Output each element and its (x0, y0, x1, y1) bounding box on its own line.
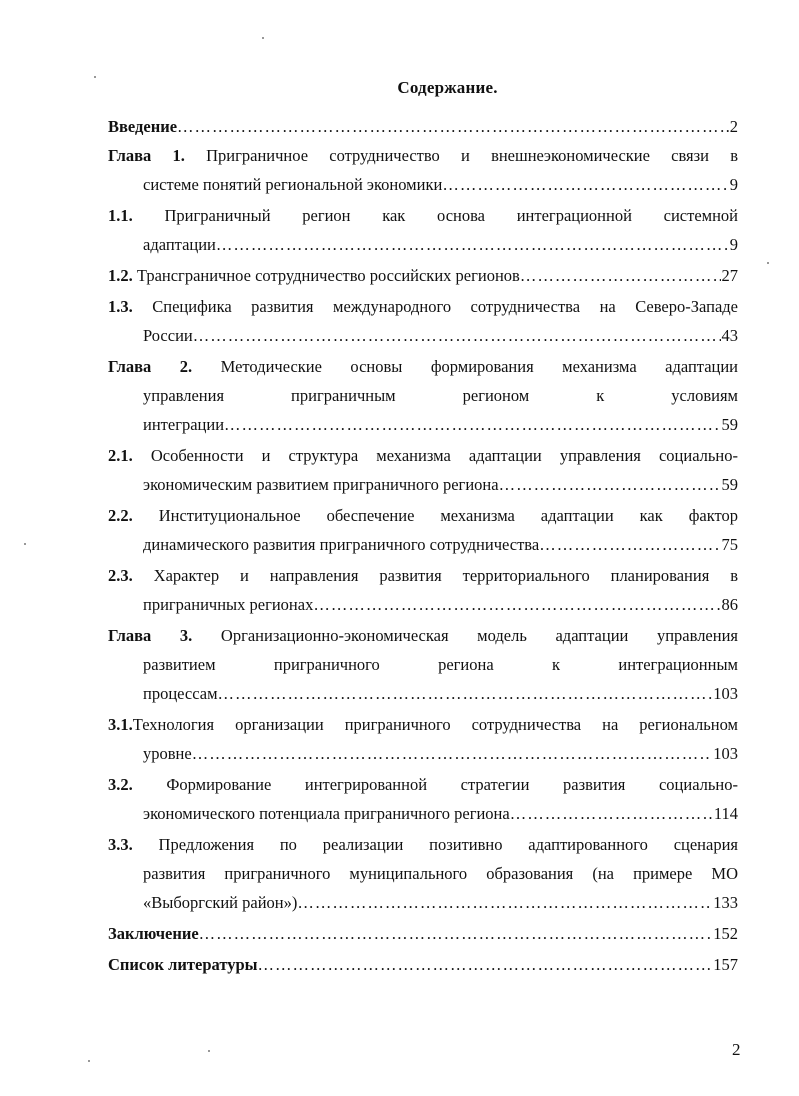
toc-entry-text: Специфика развития международного сотрудничества на Северо-Западе (152, 297, 738, 316)
toc-entry-line (108, 292, 738, 321)
toc-entry-text: развития приграничного муниципального образования (на примере МО (143, 864, 738, 883)
table-of-contents (108, 112, 738, 979)
scan-speck (94, 76, 96, 78)
toc-entry-text: Предложения по реализации позитивно адаптированного сценария (158, 835, 738, 854)
toc-page-number: 9 (729, 175, 738, 194)
toc-entry-conclusion[interactable] (108, 919, 738, 948)
toc-entry-number: 1.3. (108, 297, 133, 316)
toc-page-number: 59 (721, 475, 738, 494)
toc-entry-text: Формирование интегрированной стратегии развития социально- (166, 775, 738, 794)
toc-entry-line (143, 859, 738, 888)
toc-page-number: 27 (721, 266, 738, 285)
toc-entry-number: 3.1. (108, 715, 133, 734)
toc-entry-3-3[interactable] (108, 830, 738, 917)
toc-entry-chapter-2[interactable] (108, 352, 738, 439)
toc-entry-number: 2.1. (108, 446, 133, 465)
toc-entry-number: 1.1. (108, 206, 133, 225)
leader-dots (510, 799, 713, 828)
toc-entry-number: Глава 1. (108, 146, 185, 165)
toc-entry-text: приграничных регионах (143, 595, 314, 614)
leader-dots (192, 739, 713, 768)
toc-entry-line (108, 621, 738, 650)
toc-entry-line (143, 650, 738, 679)
leader-dots (193, 321, 721, 350)
leader-dots (499, 470, 721, 499)
toc-entry-line (108, 501, 738, 530)
toc-page-number: 59 (721, 415, 738, 434)
toc-entry-text: Методические основы формирования механизма адаптации (220, 357, 738, 376)
leader-dots (539, 530, 720, 559)
toc-entry-number: 3.2. (108, 775, 133, 794)
toc-entry-label: Список литературы (108, 955, 258, 974)
toc-entry-line (108, 441, 738, 470)
scan-speck (208, 1050, 210, 1052)
toc-entry-text: экономического потенциала приграничного региона (143, 804, 510, 823)
toc-entry-text: процессам (143, 684, 218, 703)
toc-entry-line (108, 141, 738, 170)
toc-entry-2-2[interactable] (108, 501, 738, 559)
toc-entry-number: Глава 3. (108, 626, 193, 645)
leader-dots (224, 410, 720, 439)
toc-entry-line (108, 352, 738, 381)
leader-dots (199, 919, 713, 948)
scan-speck (767, 262, 769, 264)
toc-entry-line (108, 770, 738, 799)
toc-entry-text: системе понятий региональной экономики (143, 175, 443, 194)
toc-page-number: 2 (729, 117, 738, 136)
toc-page-number: 103 (713, 744, 738, 763)
toc-entry-number: 2.2. (108, 506, 133, 525)
leader-dots (313, 590, 720, 619)
toc-entry-line (143, 381, 738, 410)
toc-entry-2-3[interactable] (108, 561, 738, 619)
toc-entry-line (108, 830, 738, 859)
toc-page-number: 9 (729, 235, 738, 254)
toc-entry-text: адаптации (143, 235, 216, 254)
toc-entry-text: Приграничный регион как основа интеграционной системной (164, 206, 738, 225)
leader-dots (216, 230, 729, 259)
toc-entry-2-1[interactable] (108, 441, 738, 499)
toc-entry-text: «Выборгский район») (143, 893, 298, 912)
toc-entry-bibliography[interactable] (108, 950, 738, 979)
leader-dots (297, 888, 712, 917)
toc-entry-text: уровне (143, 744, 192, 763)
leader-dots (258, 950, 713, 979)
toc-entry-number: 2.3. (108, 566, 133, 585)
scan-speck (24, 543, 26, 545)
page-number: 2 (732, 1040, 741, 1059)
toc-entry-text: Характер и направления развития территориального планирования в (153, 566, 738, 585)
toc-page-number: 75 (721, 535, 738, 554)
leader-dots (218, 679, 713, 708)
toc-entry-line (108, 561, 738, 590)
toc-page-number: 133 (713, 893, 738, 912)
toc-entry-line (108, 201, 738, 230)
toc-entry-text: России (143, 326, 193, 345)
toc-entry-1-2[interactable] (108, 261, 738, 290)
toc-entry-chapter-3[interactable] (108, 621, 738, 708)
toc-entry-text: Трансграничное сотрудничество российских регионов (136, 266, 520, 285)
toc-page-number: 43 (721, 326, 738, 345)
toc-page-number: 86 (721, 595, 738, 614)
toc-entry-intro[interactable] (108, 112, 738, 141)
toc-page-number: 152 (713, 924, 738, 943)
leader-dots (442, 170, 728, 199)
toc-entry-text: Организационно-экономическая модель адаптации управления (220, 626, 738, 645)
toc-entry-1-3[interactable] (108, 292, 738, 350)
toc-entry-text: Особенности и структура механизма адаптации управления социально- (150, 446, 738, 465)
leader-dots (177, 112, 729, 141)
toc-page-number: 157 (713, 955, 738, 974)
toc-page-number: 103 (713, 684, 738, 703)
toc-entry-label: Введение (108, 117, 178, 136)
toc-entry-text: Приграничное сотрудничество и внешнеэкономические связи в (206, 146, 738, 165)
toc-entry-text: Институциональное обеспечение механизма адаптации как фактор (158, 506, 738, 525)
leader-dots (520, 261, 721, 290)
toc-entry-chapter-1[interactable] (108, 141, 738, 199)
toc-entry-line (108, 710, 738, 739)
toc-page-number: 114 (713, 804, 738, 823)
toc-entry-label: Заключение (108, 924, 199, 943)
toc-entry-3-1[interactable] (108, 710, 738, 768)
toc-entry-number: 1.2. (108, 266, 133, 285)
toc-entry-1-1[interactable] (108, 201, 738, 259)
toc-entry-3-2[interactable] (108, 770, 738, 828)
toc-entry-text: развитием приграничного региона к интеграционным (143, 655, 738, 674)
toc-entry-number: 3.3. (108, 835, 133, 854)
toc-entry-text: Технология организации приграничного сотрудничества на региональном (132, 715, 738, 734)
toc-entry-text: интеграции (143, 415, 225, 434)
toc-title: Содержание. (397, 78, 498, 97)
toc-entry-text: экономическим развитием приграничного региона (143, 475, 499, 494)
toc-entry-text: динамического развития приграничного сотрудничества (143, 535, 540, 554)
scan-speck (88, 1060, 90, 1062)
scan-speck (262, 37, 264, 39)
toc-entry-text: управления приграничным регионом к условиям (143, 386, 738, 405)
toc-entry-number: Глава 2. (108, 357, 193, 376)
